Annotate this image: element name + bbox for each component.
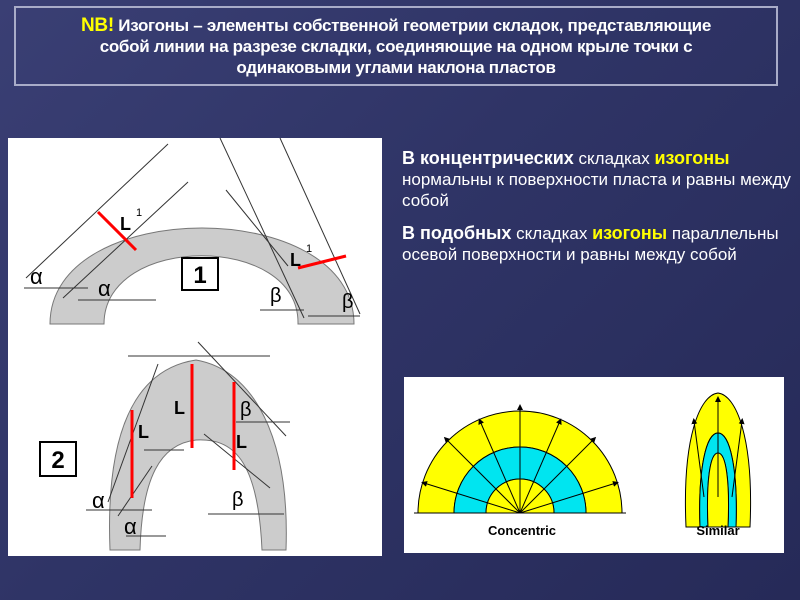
tangent-line: [220, 138, 304, 318]
diagram-number: 2: [51, 447, 65, 474]
alpha-angle-label: α: [124, 514, 137, 539]
similar-description: [402, 223, 792, 265]
alpha-angle-label: α: [30, 264, 43, 289]
examples-svg: [404, 377, 784, 553]
isogon-label: L: [174, 398, 185, 418]
concentric-lead: В концентрических: [402, 148, 574, 168]
isogon-superscript: 1: [306, 243, 313, 255]
title-box: [14, 6, 778, 86]
examples-panel: [404, 377, 784, 553]
concentric-mid: складках: [573, 149, 655, 168]
similar-mid: складках: [511, 224, 593, 243]
title-nb: NB!: [81, 14, 114, 36]
description-text: [402, 148, 792, 277]
similar-lead: В подобных: [402, 223, 512, 243]
fold-diagrams-panel: [8, 138, 382, 556]
beta-angle-label: β: [342, 291, 354, 313]
concentric-description: [402, 148, 792, 211]
title-text: [16, 15, 776, 78]
isogon-label: L: [120, 214, 131, 234]
title-body: Изогоны – элементы собственной геометрии складок, представляющие собой линии на разрезе складки, соединяющие на одном крыле точки с одинаковыми углами наклона пластов: [99, 15, 711, 77]
isogon-label: L: [290, 250, 301, 270]
isogon-superscript: 1: [136, 207, 143, 219]
concentric-term: изогоны: [654, 148, 730, 168]
alpha-angle-label: α: [98, 276, 111, 301]
beta-angle-label: β: [240, 399, 252, 421]
isogon-label: L: [236, 432, 247, 452]
similar-rest: параллельны осевой поверхности и равны между собой: [402, 224, 779, 264]
diagram-number: 1: [193, 262, 207, 289]
similar-caption: Similar: [696, 523, 740, 538]
similar-term: изогоны: [592, 223, 668, 243]
beta-angle-label: β: [270, 285, 282, 307]
alpha-angle-label: α: [92, 488, 105, 513]
concentric-rest: нормальны к поверхности пласта и равны между собой: [402, 170, 791, 210]
fold-diagrams-svg: [8, 138, 382, 556]
concentric-caption: Concentric: [488, 523, 556, 538]
isogon-label: L: [138, 422, 149, 442]
beta-angle-label: β: [232, 489, 244, 511]
